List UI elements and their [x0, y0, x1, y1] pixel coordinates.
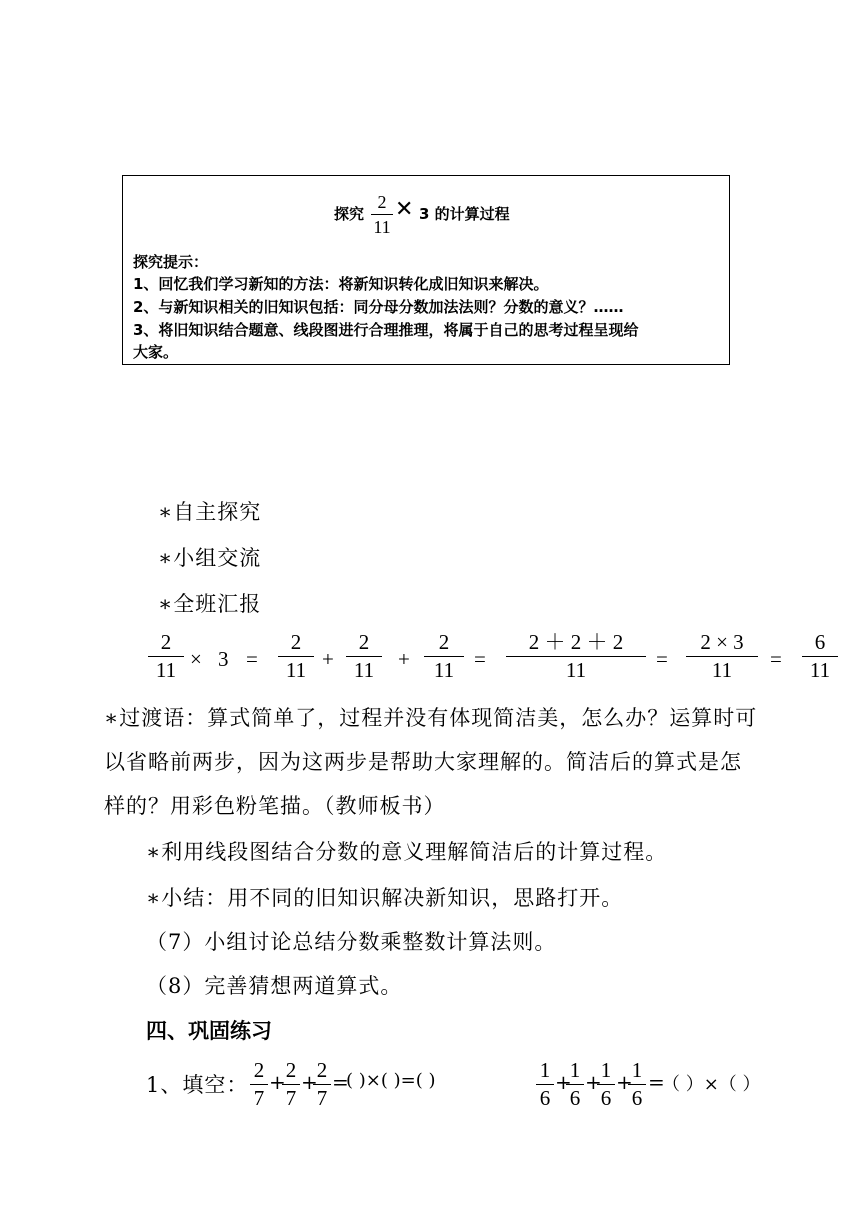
hint-label: 探究提示： — [133, 253, 209, 271]
eq-equals-4: = — [770, 647, 782, 671]
plus-sign: + — [269, 1070, 286, 1094]
step-self-explore: ∗自主探究 — [158, 500, 262, 524]
box-title-suffix: 3 的计算过程 — [419, 205, 510, 223]
sixths-fraction-1: 1 6 — [536, 1060, 554, 1109]
plus-sign: + — [585, 1070, 602, 1094]
sixths-fraction-2: 1 6 — [566, 1060, 584, 1109]
blanks-group-b: （ ）×（ ） — [662, 1074, 761, 1095]
plus-sign: + — [301, 1070, 318, 1094]
step-group-discuss: ∗小组交流 — [158, 546, 262, 570]
equals-sign: = — [648, 1070, 665, 1094]
sixths-fraction-3: 1 6 — [597, 1060, 615, 1109]
eq-sum-fraction: 2 ＋ 2 ＋ 2 11 — [506, 632, 646, 681]
summary-note: ∗小结：用不同的旧知识解决新知识，思路打开。 — [146, 886, 624, 910]
plus-sign: + — [555, 1070, 572, 1094]
eq-result-fraction: 6 11 — [802, 632, 838, 681]
eq-times: × — [190, 647, 202, 671]
sevenths-fraction-1: 2 7 — [250, 1060, 268, 1109]
plus-sign: + — [616, 1070, 633, 1094]
eq-plus-1: + — [322, 647, 334, 671]
equals-sign: = — [332, 1070, 349, 1094]
item-8: （8）完善猜想两道算式。 — [146, 974, 403, 998]
eq-equals-1: = — [246, 647, 258, 671]
eq-three: 3 — [218, 647, 229, 671]
sixths-fraction-4: 1 6 — [628, 1060, 646, 1109]
hint-3-cont: 大家。 — [133, 343, 179, 361]
exploration-box — [122, 175, 730, 365]
transition-line-2: 以省略前两步，因为这两步是帮助大家理解的。简洁后的算式是怎 — [104, 750, 742, 774]
transition-line-1: ∗过渡语：算式简单了，过程并没有体现简洁美，怎么办？运算时可 — [104, 706, 758, 730]
hint-1: 1、回忆我们学习新知的方法：将新知识转化成旧知识来解决。 — [133, 275, 549, 293]
eq-equals-2: = — [474, 647, 486, 671]
exercise-label: 1、填空： — [146, 1073, 249, 1097]
item-7: （7）小组讨论总结分数乘整数计算法则。 — [146, 930, 557, 954]
eq-fraction-4: 2 11 — [424, 632, 464, 681]
eq-equals-3: = — [656, 647, 668, 671]
multiply-symbol: ✕ — [395, 197, 414, 222]
eq-fraction-3: 2 11 — [346, 632, 382, 681]
eq-fraction-2: 2 11 — [278, 632, 314, 681]
section-title: 四、巩固练习 — [146, 1019, 272, 1043]
sevenths-fraction-2: 2 7 — [282, 1060, 300, 1109]
line-graph-note: ∗利用线段图结合分数的意义理解简洁后的计算过程。 — [146, 840, 668, 864]
box-title-fraction: 2 11 — [371, 193, 393, 236]
hint-2: 2、与新知识相关的旧知识包括：同分母分数加法法则？分数的意义？…… — [133, 298, 624, 316]
eq-product-fraction: 2 × 3 11 — [686, 632, 758, 681]
transition-line-3: 样的？用彩色粉笔描。（教师板书） — [104, 794, 446, 818]
eq-plus-2: + — [398, 647, 410, 671]
box-title-prefix: 探究 — [334, 205, 365, 223]
hint-3: 3、将旧知识结合题意、线段图进行合理推理，将属于自己的思考过程呈现给 — [133, 321, 639, 339]
blanks-group-a: ( )×( )=( ) — [346, 1070, 436, 1091]
step-class-report: ∗全班汇报 — [158, 592, 262, 616]
sevenths-fraction-3: 2 7 — [313, 1060, 331, 1109]
eq-fraction-1: 2 11 — [148, 632, 184, 681]
